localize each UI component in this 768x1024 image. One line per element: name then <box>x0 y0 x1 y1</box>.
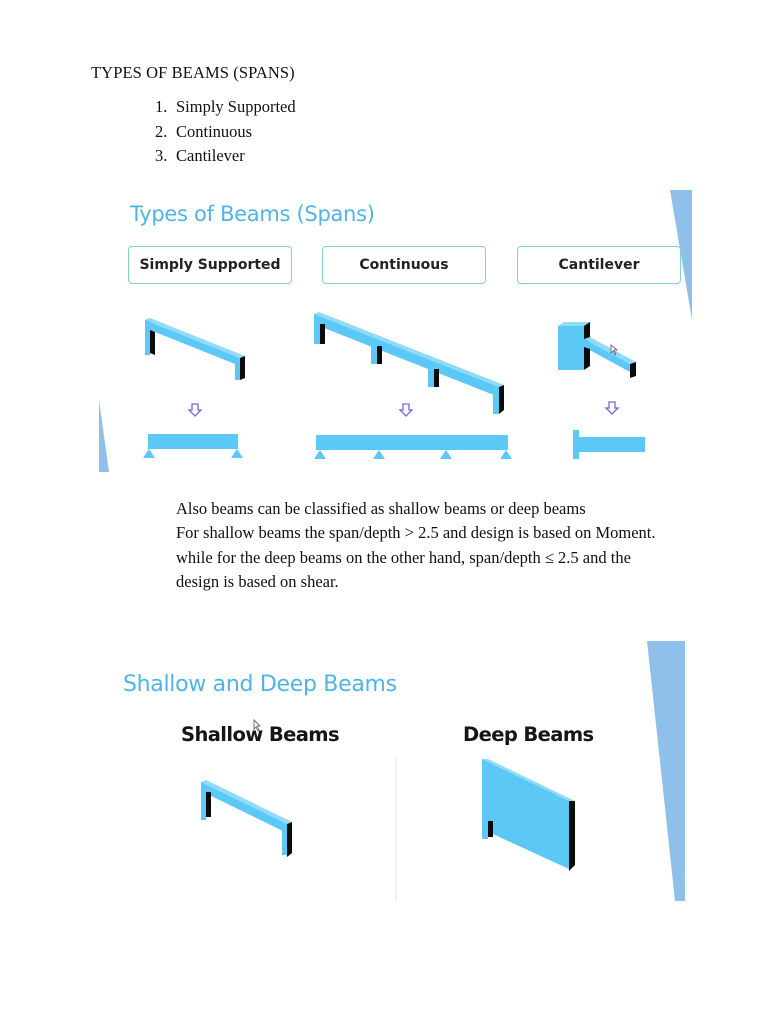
continuous-beam-3d <box>314 312 504 414</box>
deep-beams-label: Deep Beams <box>463 723 594 746</box>
wall-support-icon <box>573 430 579 459</box>
list-item: 1. Simply Supported <box>155 95 296 120</box>
list-item: 2. Continuous <box>155 120 296 145</box>
types-of-beams-illustration <box>99 190 692 472</box>
simply-supported-beam-3d <box>145 318 245 380</box>
down-arrow-icon <box>189 404 201 416</box>
list-item: 3. Cantilever <box>155 144 296 169</box>
shallow-beams-label: Shallow Beams <box>181 723 340 746</box>
beam-classification-text <box>176 497 696 594</box>
types-of-beams-slide <box>99 190 692 472</box>
paragraph: For shallow beams the span/depth > 2.5 and design is based on Moment. <box>176 523 656 543</box>
support-triangle-icon <box>143 449 155 458</box>
simply-supported-beam-2d <box>143 434 243 458</box>
down-arrow-icon <box>606 402 618 414</box>
cantilever-beam-2d <box>573 430 645 459</box>
cantilever-label-box: Cantilever <box>517 246 681 284</box>
down-arrow-icon <box>400 404 412 416</box>
support-triangle-icon <box>440 450 452 459</box>
document-heading: TYPES OF BEAMS (SPANS) <box>91 63 295 82</box>
shallow-deep-beams-slide <box>91 641 685 901</box>
support-triangle-icon <box>231 449 243 458</box>
support-triangle-icon <box>373 450 385 459</box>
support-triangle-icon <box>314 450 326 459</box>
continuous-label-box: Continuous <box>322 246 486 284</box>
accent-stripe-right <box>647 641 685 901</box>
beam-types-list <box>155 95 296 169</box>
support-triangle-icon <box>500 450 512 459</box>
deep-beam-3d <box>482 759 575 871</box>
accent-stripe-left <box>99 400 109 472</box>
cantilever-beam-3d <box>558 322 636 378</box>
simply-supported-label-box: Simply Supported <box>128 246 292 284</box>
continuous-beam-2d <box>314 435 512 459</box>
list-item-text: Cantilever <box>176 146 245 165</box>
slide-title: Types of Beams (Spans) <box>130 202 375 226</box>
list-item-text: Continuous <box>176 121 253 141</box>
list-item-text: Simply Supported <box>176 97 296 116</box>
shallow-beam-3d <box>201 780 292 857</box>
paragraph: while for the deep beams on the other hand, span/depth ≤ 2.5 and the design is based on shear. <box>176 547 631 591</box>
slide-title: Shallow and Deep Beams <box>123 672 397 697</box>
paragraph: Also beams can be classified as shallow beams or deep beams <box>176 499 586 518</box>
